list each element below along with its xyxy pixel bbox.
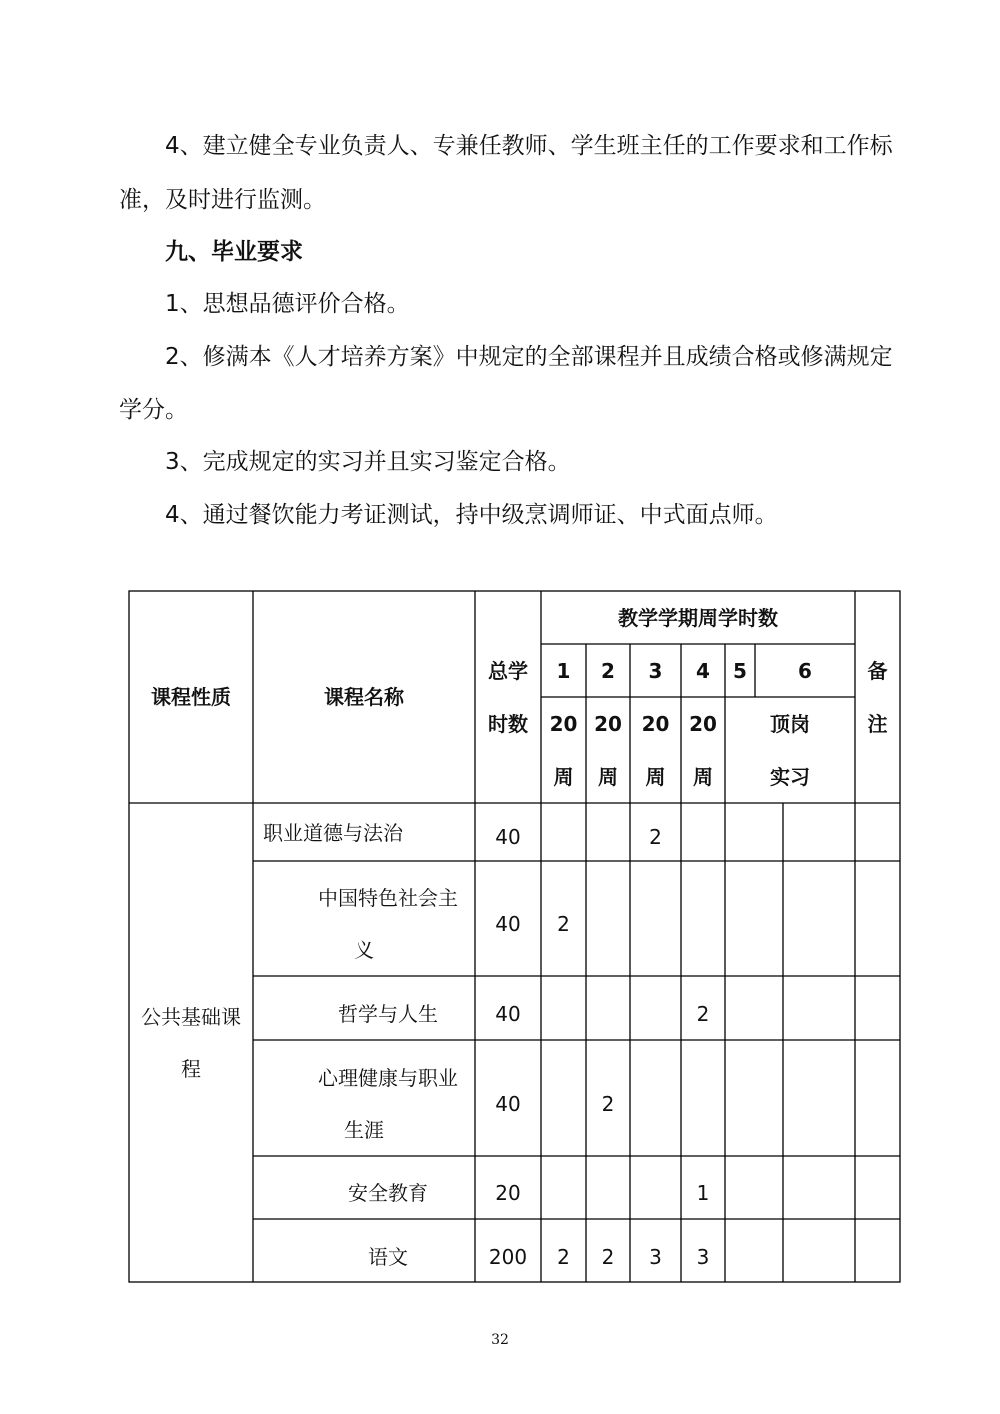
course-total-hours: 40 bbox=[495, 1002, 521, 1026]
course-name: 安全教育 bbox=[348, 1181, 428, 1205]
course-name-line-1: 中国特色社会主 bbox=[318, 886, 458, 910]
header-weeks-3-b: 周 bbox=[645, 765, 666, 789]
header-semester-1: 1 bbox=[556, 659, 571, 683]
course-name: 职业道德与法治 bbox=[263, 821, 403, 845]
course-semester-2-hours: 2 bbox=[601, 1092, 615, 1116]
course-total-hours: 200 bbox=[488, 1245, 528, 1269]
course-semester-2-hours: 2 bbox=[601, 1245, 615, 1269]
course-total-hours: 40 bbox=[495, 1092, 521, 1116]
header-semester-2: 2 bbox=[601, 659, 615, 683]
course-semester-4-hours: 3 bbox=[696, 1245, 710, 1269]
header-weeks-2-b: 周 bbox=[598, 765, 618, 789]
header-total-hours-2: 时数 bbox=[488, 712, 528, 736]
course-semester-3-hours: 2 bbox=[649, 825, 662, 849]
header-course-type: 课程性质 bbox=[151, 685, 231, 709]
course-name-line-2: 生涯 bbox=[344, 1118, 384, 1142]
requirement-2-line-2: 学分。 bbox=[119, 397, 188, 423]
requirement-2-line-1: 2、修满本《人才培养方案》中规定的全部课程并且成绩合格或修满规定 bbox=[165, 344, 893, 370]
header-remarks-2: 注 bbox=[867, 712, 888, 736]
header-weeks-4-a: 20 bbox=[689, 712, 717, 736]
course-total-hours: 40 bbox=[495, 912, 521, 936]
course-name-line-2: 义 bbox=[354, 938, 374, 962]
header-semester-3: 3 bbox=[648, 659, 663, 683]
header-weeks-2-a: 20 bbox=[594, 712, 622, 736]
header-semester-5: 5 bbox=[733, 659, 747, 683]
course-semester-1-hours: 2 bbox=[557, 1245, 570, 1269]
course-total-hours: 20 bbox=[495, 1181, 521, 1205]
header-weekly-hours: 教学学期周学时数 bbox=[618, 606, 778, 630]
course-total-hours: 40 bbox=[495, 825, 521, 849]
category-label-1: 公共基础课 bbox=[141, 1005, 241, 1029]
course-semester-4-hours: 2 bbox=[696, 1002, 710, 1026]
section-heading: 九、毕业要求 bbox=[165, 239, 303, 265]
header-course-name: 课程名称 bbox=[324, 685, 404, 709]
paragraph-4-line-2: 准，及时进行监测。 bbox=[119, 187, 326, 213]
category-label-2: 程 bbox=[181, 1057, 201, 1081]
header-weeks-4-b: 周 bbox=[693, 765, 713, 789]
page-number: 32 bbox=[491, 1332, 509, 1348]
header-remarks-1: 备 bbox=[867, 659, 888, 683]
header-internship-2: 实习 bbox=[770, 765, 810, 789]
header-internship-1: 顶岗 bbox=[770, 712, 810, 736]
header-semester-4: 4 bbox=[696, 659, 710, 683]
requirement-4: 4、通过餐饮能力考证测试，持中级烹调师证、中式面点师。 bbox=[165, 502, 778, 528]
header-semester-6: 6 bbox=[798, 659, 812, 683]
requirement-1: 1、思想品德评价合格。 bbox=[165, 291, 410, 317]
header-total-hours-1: 总学 bbox=[488, 659, 528, 683]
course-name-line-1: 心理健康与职业 bbox=[318, 1066, 458, 1090]
requirement-3: 3、完成规定的实习并且实习鉴定合格。 bbox=[165, 449, 571, 475]
course-semester-1-hours: 2 bbox=[557, 912, 570, 936]
course-semester-3-hours: 3 bbox=[649, 1245, 662, 1269]
course-semester-4-hours: 1 bbox=[696, 1181, 710, 1205]
course-name: 哲学与人生 bbox=[338, 1002, 438, 1026]
header-weeks-1-a: 20 bbox=[549, 712, 578, 736]
course-name: 语文 bbox=[368, 1245, 408, 1269]
header-weeks-1-b: 周 bbox=[553, 765, 574, 789]
paragraph-4-line-1: 4、建立健全专业负责人、专兼任教师、学生班主任的工作要求和工作标 bbox=[165, 133, 893, 159]
header-weeks-3-a: 20 bbox=[641, 712, 670, 736]
